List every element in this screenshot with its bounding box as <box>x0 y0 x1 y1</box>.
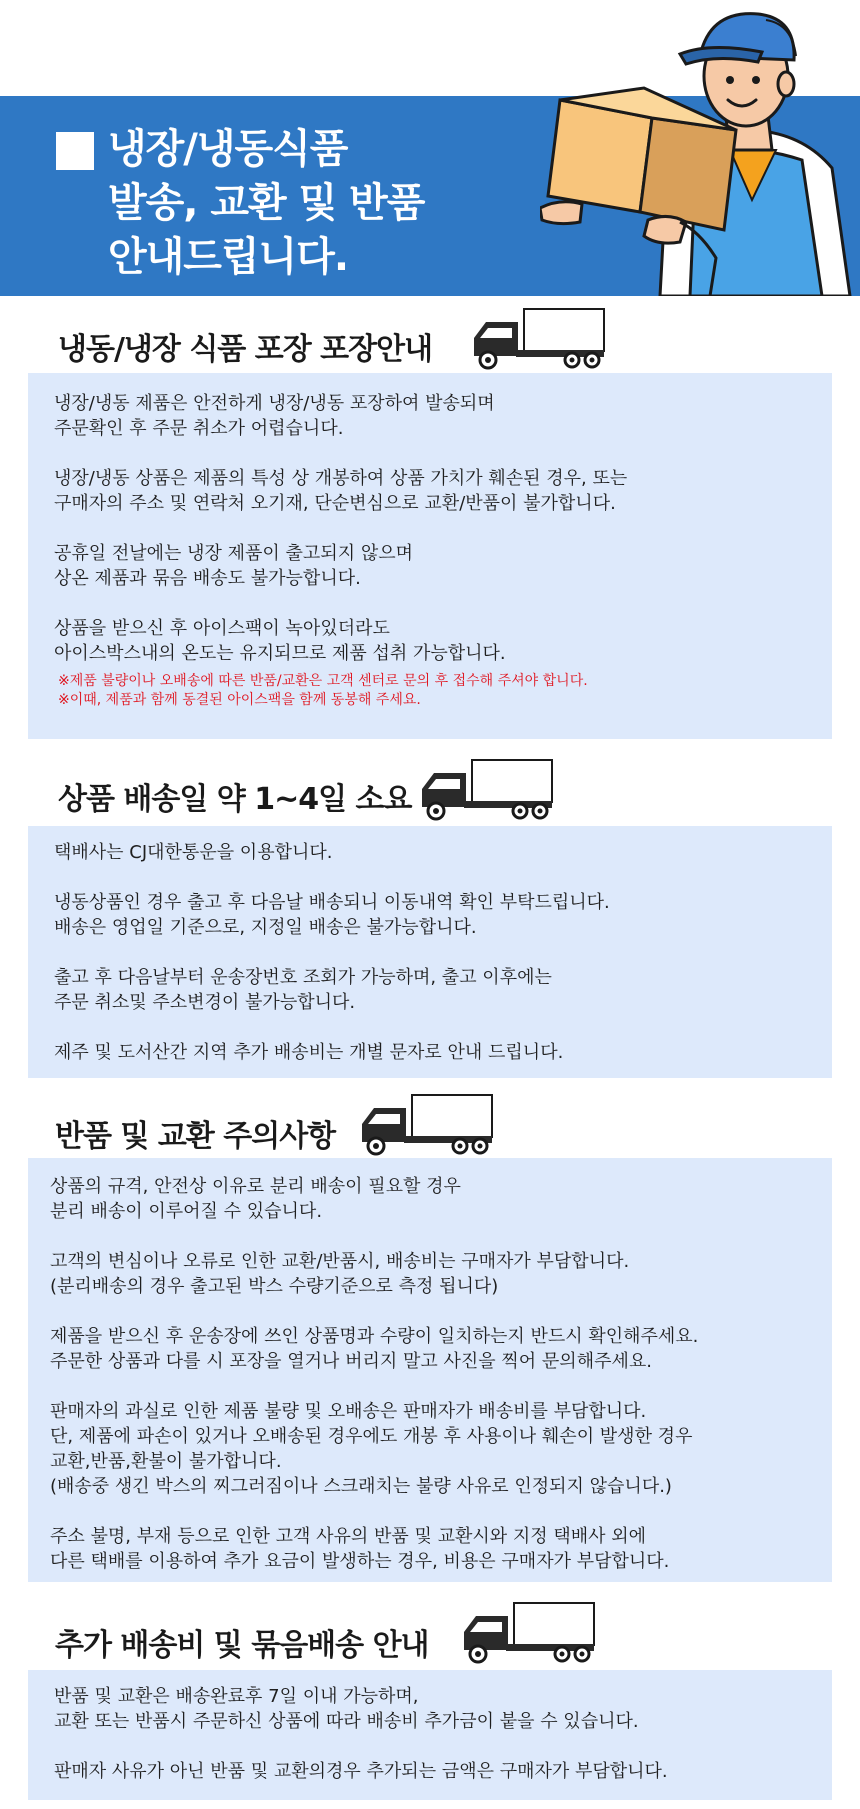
text-line: 출고 후 다음날부터 운송장번호 조회가 가능하며, 출고 이후에는 <box>54 967 552 988</box>
warning-note: ※제품 불량이나 오배송에 따른 반품/교환은 고객 센터로 문의 후 접수해 주셔야 합니다. <box>58 673 588 689</box>
paragraph <box>54 1040 610 1065</box>
paragraph <box>50 1324 698 1374</box>
paragraph <box>54 1759 668 1784</box>
text-line: 냉장/냉동 상품은 제품의 특성 상 개봉하여 상품 가치가 훼손된 경우, 또는 <box>54 468 628 489</box>
text-line: 판매자 사유가 아닌 반품 및 교환의경우 추가되는 금액은 구매자가 부담합니다. <box>54 1761 668 1782</box>
paragraph <box>54 616 627 666</box>
paragraph <box>50 1249 698 1299</box>
truck-icon <box>462 1600 596 1664</box>
packaging-info-box <box>28 373 832 739</box>
text-line: 상온 제품과 묶음 배송도 불가능합니다. <box>54 568 361 589</box>
text-line: 배송은 영업일 기준으로, 지정일 배송은 불가능합니다. <box>54 917 477 938</box>
section-title-extra-shipping: 추가 배송비 및 묶음배송 안내 <box>55 1628 429 1663</box>
text-line: 고객의 변심이나 오류로 인한 교환/반품시, 배송비는 구매자가 부담합니다. <box>50 1251 630 1272</box>
section-title-packaging: 냉동/냉장 식품 포장 포장안내 <box>58 332 433 367</box>
delivery-man-illustration <box>540 0 860 296</box>
text-line: 제주 및 도서산간 지역 추가 배송비는 개별 문자로 안내 드립니다. <box>54 1042 564 1063</box>
paragraph <box>50 1399 698 1499</box>
paragraph <box>54 965 610 1015</box>
text-line: 공휴일 전날에는 냉장 제품이 출고되지 않으며 <box>54 543 413 564</box>
delivery-info-box <box>28 826 832 1078</box>
text-line: (배송중 생긴 박스의 찌그러짐이나 스크래치는 불량 사유로 인정되지 않습니다.) <box>50 1476 672 1497</box>
text-line: 교환,반품,환불이 불가합니다. <box>50 1451 282 1472</box>
truck-icon <box>472 306 606 370</box>
text-line: 택배사는 CJ대한통운을 이용합니다. <box>54 842 333 863</box>
text-line: 주문 취소및 주소변경이 불가능합니다. <box>54 992 356 1013</box>
banner-title-line: 안내드립니다. <box>108 234 349 280</box>
banner-title-line: 냉장/냉동식품 <box>108 126 348 172</box>
truck-icon <box>360 1092 494 1156</box>
text-line: 구매자의 주소 및 연락처 오기재, 단순변심으로 교환/반품이 불가합니다. <box>54 493 616 514</box>
paragraph <box>54 391 627 441</box>
paragraph <box>50 1524 698 1574</box>
text-line: 단, 제품에 파손이 있거나 오배송된 경우에도 개봉 후 사용이나 훼손이 발생한 경우 <box>50 1426 693 1447</box>
text-line: 분리 배송이 이루어질 수 있습니다. <box>50 1201 323 1222</box>
text-line: 상품을 받으신 후 아이스팩이 녹아있더라도 <box>54 618 390 639</box>
truck-icon <box>420 757 554 821</box>
text-line: 교환 또는 반품시 주문하신 상품에 따라 배송비 추가금이 붙을 수 있습니다. <box>54 1711 639 1732</box>
text-line: 판매자의 과실로 인한 제품 불량 및 오배송은 판매자가 배송비를 부담합니다. <box>50 1401 647 1422</box>
banner-title-line: 발송, 교환 및 반품 <box>108 180 425 226</box>
text-line: 주문확인 후 주문 취소가 어렵습니다. <box>54 418 344 439</box>
paragraph <box>54 1684 668 1734</box>
text-line: 주소 불명, 부재 등으로 인한 고객 사유의 반품 및 교환시와 지정 택배사 외에 <box>50 1526 647 1547</box>
extra-shipping-info-box <box>28 1670 832 1800</box>
warning-note: ※이때, 제품과 함께 동결된 아이스팩을 함께 동봉해 주세요. <box>58 692 421 708</box>
banner-square-bullet <box>56 132 94 170</box>
paragraph <box>54 890 610 940</box>
paragraph <box>54 541 627 591</box>
text-line: 반품 및 교환은 배송완료후 7일 이내 가능하며, <box>54 1686 419 1707</box>
text-line: 냉동상품인 경우 출고 후 다음날 배송되니 이동내역 확인 부탁드립니다. <box>54 892 610 913</box>
text-line: 주문한 상품과 다를 시 포장을 열거나 버리지 말고 사진을 찍어 문의해주세요. <box>50 1351 652 1372</box>
text-line: (분리배송의 경우 출고된 박스 수량기준으로 측정 됩니다) <box>50 1276 499 1297</box>
text-line: 상품의 규격, 안전상 이유로 분리 배송이 필요할 경우 <box>50 1176 461 1197</box>
section-title-return-exchange: 반품 및 교환 주의사항 <box>55 1119 336 1154</box>
text-line: 아이스박스내의 온도는 유지되므로 제품 섭취 가능합니다. <box>54 643 506 664</box>
text-line: 제품을 받으신 후 운송장에 쓰인 상품명과 수량이 일치하는지 반드시 확인해주세요. <box>50 1326 699 1347</box>
text-line: 냉장/냉동 제품은 안전하게 냉장/냉동 포장하여 발송되며 <box>54 393 495 414</box>
banner-title <box>108 122 568 284</box>
paragraph <box>50 1174 698 1224</box>
section-title-delivery-time: 상품 배송일 약 1~4일 소요 <box>58 782 412 817</box>
paragraph <box>54 466 627 516</box>
return-exchange-info-box <box>28 1158 832 1582</box>
text-line: 다른 택배를 이용하여 추가 요금이 발생하는 경우, 비용은 구매자가 부담합니다. <box>50 1551 670 1572</box>
paragraph <box>54 840 610 865</box>
